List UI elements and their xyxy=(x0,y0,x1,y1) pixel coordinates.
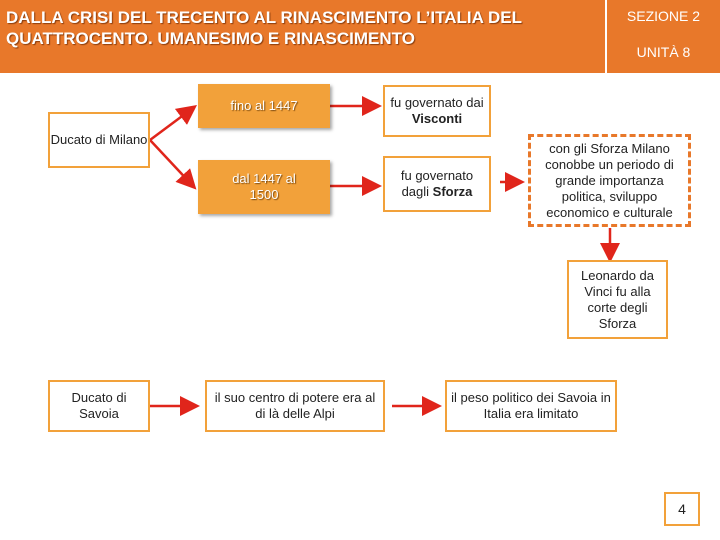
ducato-milano-box xyxy=(48,112,150,168)
page-number: 4 xyxy=(664,492,700,526)
savoia-peso-box xyxy=(445,380,617,432)
gov2-box xyxy=(383,156,491,212)
savoia-centro-box xyxy=(205,380,385,432)
unit-label: UNITÀ 8 xyxy=(636,44,691,60)
period1-label: fino al 1447 xyxy=(230,98,298,113)
gov2-prefix: fu governato dagli xyxy=(400,168,474,199)
sforza-note-text: con gli Sforza Milano conobbe un periodo di grande importanza politica, sviluppo economico e culturale xyxy=(545,140,674,220)
gov1-bold: Visconti xyxy=(411,111,463,126)
ducato-milano-label: Ducato di Milano xyxy=(50,132,148,147)
period1-box xyxy=(198,84,330,128)
arrow-milano-period2 xyxy=(150,140,193,186)
period2-box xyxy=(198,160,330,214)
ducato-savoia-box xyxy=(48,380,150,432)
leonardo-box xyxy=(567,260,668,339)
page-title: DALLA CRISI DEL TRECENTO AL RINASCIMENTO L’ITALIA DEL QUATTROCENTO. UMANESIMO E RINASCIMENTO xyxy=(6,8,522,48)
gov1-box xyxy=(383,85,491,137)
section-label: SEZIONE 2 xyxy=(626,8,701,24)
leonardo-text: Leonardo da Vinci fu alla corte degli Sforza xyxy=(580,267,654,331)
gov1-prefix: fu governato dai xyxy=(390,95,484,110)
savoia-centro-text: il suo centro di potere era al di là delle Alpi xyxy=(214,390,376,421)
savoia-peso-text: il peso politico dei Savoia in Italia era limitato xyxy=(451,390,611,421)
ducato-savoia-label: Ducato di Savoia xyxy=(71,390,127,421)
period2-label: dal 1447 al 1500 xyxy=(232,171,296,202)
sforza-note-box xyxy=(528,134,691,227)
arrow-milano-period1 xyxy=(150,108,193,140)
gov2-bold: Sforza xyxy=(432,184,473,199)
gov1-text xyxy=(385,95,489,127)
gov2-text xyxy=(392,168,482,200)
